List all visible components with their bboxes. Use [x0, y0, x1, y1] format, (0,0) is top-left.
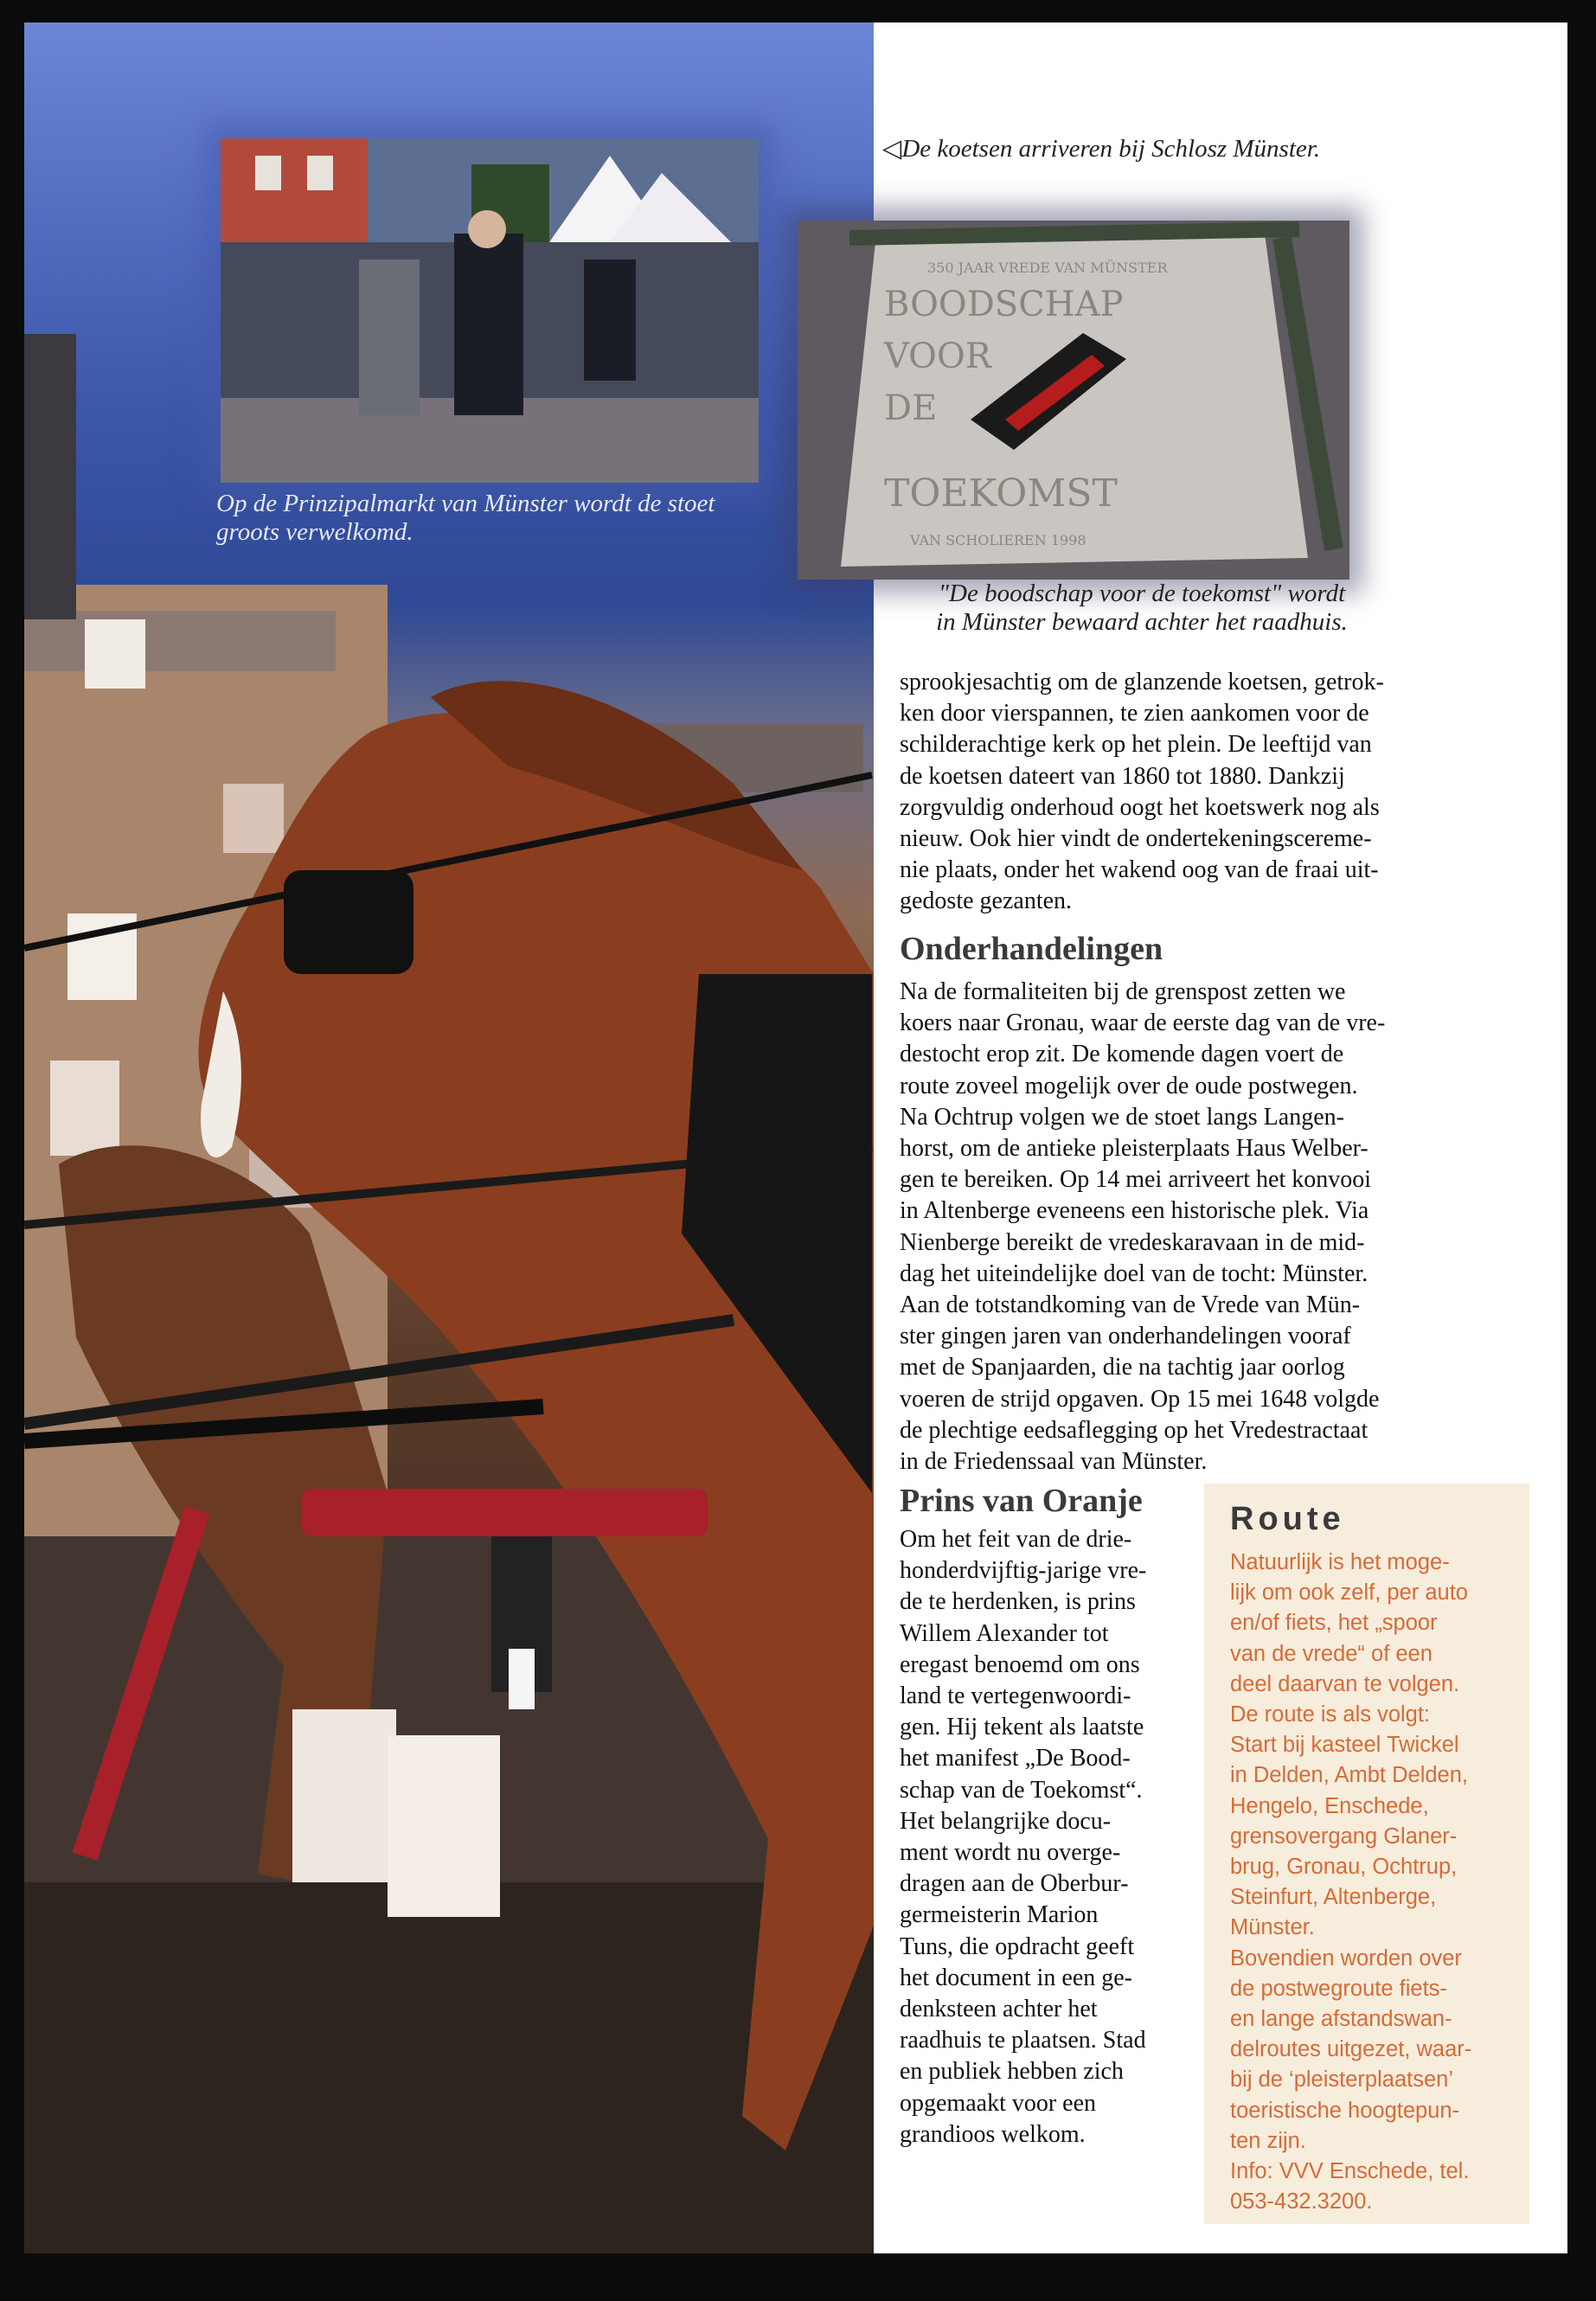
- palace-roof: [24, 611, 336, 671]
- stone-inscription-line2: BOODSCHAP: [884, 285, 1124, 324]
- square-building-window: [307, 156, 333, 190]
- palace-tower: [24, 334, 76, 619]
- route-title: Route: [1230, 1501, 1345, 1537]
- route-sidebar: [1204, 1484, 1529, 2224]
- dignitary-suit: [454, 234, 523, 415]
- horse-blinker: [284, 870, 413, 974]
- page-border-right: [1567, 0, 1596, 2301]
- guest-coat: [359, 260, 420, 415]
- palace-window: [50, 1061, 119, 1156]
- stone-inscription-line4: DE: [884, 388, 938, 428]
- caption-arrow-icon: ◁: [882, 135, 902, 163]
- red-carriage-pole: [301, 1489, 708, 1536]
- photo-memorial-stone: [798, 221, 1349, 580]
- caption-koetsen: [882, 135, 1401, 163]
- bronze-ribbon: [849, 229, 1299, 238]
- cobblestones-shadow: [24, 1882, 874, 2253]
- guest-suit: [584, 260, 636, 381]
- page-border-left: [0, 0, 24, 2301]
- palace-window: [223, 784, 284, 853]
- stone-inscription-line3: VOOR: [884, 336, 991, 376]
- heading-onderhandelingen: Onderhandelingen: [900, 931, 1163, 967]
- palace-dormer-window: [85, 619, 145, 689]
- square-building-window: [255, 156, 281, 190]
- article-onderhandelingen: Na de formaliteiten bij de grenspost zetten we koers naar Gronau, waar de eerste dag van de vre- destocht erop zit. De komende dagen voert de route zoveel mogelijk over de oude postwegen. Na Ochtrup volgen we de stoet langs Langen- horst, om de antieke pleisterplaats Haus Welber- gen te bereiken. Op 14 mei arriveert het konvooi in Altenberge eveneens een historische plek. Via Nienberge bereikt de vredeskaravaan in de mid- dag het uiteindelijke doel van de tocht: Münster. Aan de totstandkoming van de Vrede van Mün- ster gingen jaren van onderhandelingen vooraf met de Spanjaarden, die na tachtig jaar oorlog voeren de strijd opgaven. Op 15 mei 1648 volgde de plechtige eedsaflegging op het Vredestractaat in de Friedenssaal van Münster.: [900, 978, 1386, 1476]
- article-prins-van-oranje: Om het feit van de drie- honderdvijftig-jarige vre- de te herdenken, is prins Willem Alexander tot eregast benoemd om ons land te vertegenwoordi- gen. Hij tekent als laatste het manifest „De Bood- schap van de Toekomst“. Het belangrijke docu- ment wordt nu overge- dragen aan de Oberbur- germeisterin Marion Tuns, die opdracht geeft het document in een ge- denksteen achter het raadhuis te plaatsen. Stad en publiek hebben zich opgemaakt voor een grandioos welkom.: [900, 1526, 1147, 2148]
- caption-koetsen-text: De koetsen arriveren bij Schlosz Münster.: [901, 135, 1321, 163]
- page-border-top: [0, 0, 1596, 22]
- caption-prinzipalmarkt: Op de Prinzipalmarkt van Münster wordt de stoet groots verwelkomd.: [216, 490, 715, 546]
- caption-memorial-line1: "De boodschap voor de toekomst" wordt: [938, 580, 1346, 607]
- page-border-bottom: [0, 2253, 1596, 2301]
- horse-feathered-hoof: [292, 1709, 396, 1882]
- photo-memorial-stone-illustration: [798, 221, 1349, 580]
- stone-inscription-line6: VAN SCHOLIEREN 1998: [910, 532, 1086, 548]
- stone-inscription-line5: TOEKOMST: [884, 471, 1118, 516]
- caption-memorial-stone: [900, 580, 1384, 637]
- horse-feathered-hoof: [388, 1735, 500, 1917]
- square-building: [221, 138, 368, 260]
- spectator-sock: [509, 1649, 535, 1709]
- photo-prinzipalmarkt-illustration: [221, 138, 759, 483]
- dignitary-head: [468, 210, 506, 248]
- photo-prinzipalmarkt: [221, 138, 759, 483]
- heading-prins-van-oranje: Prins van Oranje: [900, 1483, 1143, 1519]
- article-intro: sprookjesachtig om de glanzende koetsen, getrok- ken door vierspannen, te zien aankomen voor de schilderachtige kerk op het plein. De leeftijd van de koetsen dateert van 1860 tot 1880. Dankzij zorgvuldig onderhoud oogt het koetswerk nog als nieuw. Ook hier vindt de ondertekeningscereme- nie plaats, onder het wakend oog van de fraai uit- gedoste gezanten.: [900, 669, 1384, 915]
- stone-inscription-line1: 350 JAAR VREDE VAN MÜNSTER: [927, 260, 1168, 276]
- caption-memorial-line2: in Münster bewaard achter het raadhuis.: [936, 608, 1348, 636]
- route-text: Natuurlijk is het moge- lijk om ook zelf, per auto en/of fiets, het „spoor van de vrede“ of een deel daarvan te volgen. De route is als volgt: Start bij kasteel Twickel in Delden, Ambt Delden, Hengelo, Enschede, grensovergang Glaner- brug, Gronau, Ochtrup, Steinfurt, Altenberge, Münster. Bovendien worden over de postwegroute fiets- en lange afstandswan- delroutes uitgezet, waar- bij de ‘pleisterplaatsen’ toeristische hoogtepun- ten zijn. Info: VVV Enschede, tel. 053-432.3200.: [1230, 1550, 1472, 2214]
